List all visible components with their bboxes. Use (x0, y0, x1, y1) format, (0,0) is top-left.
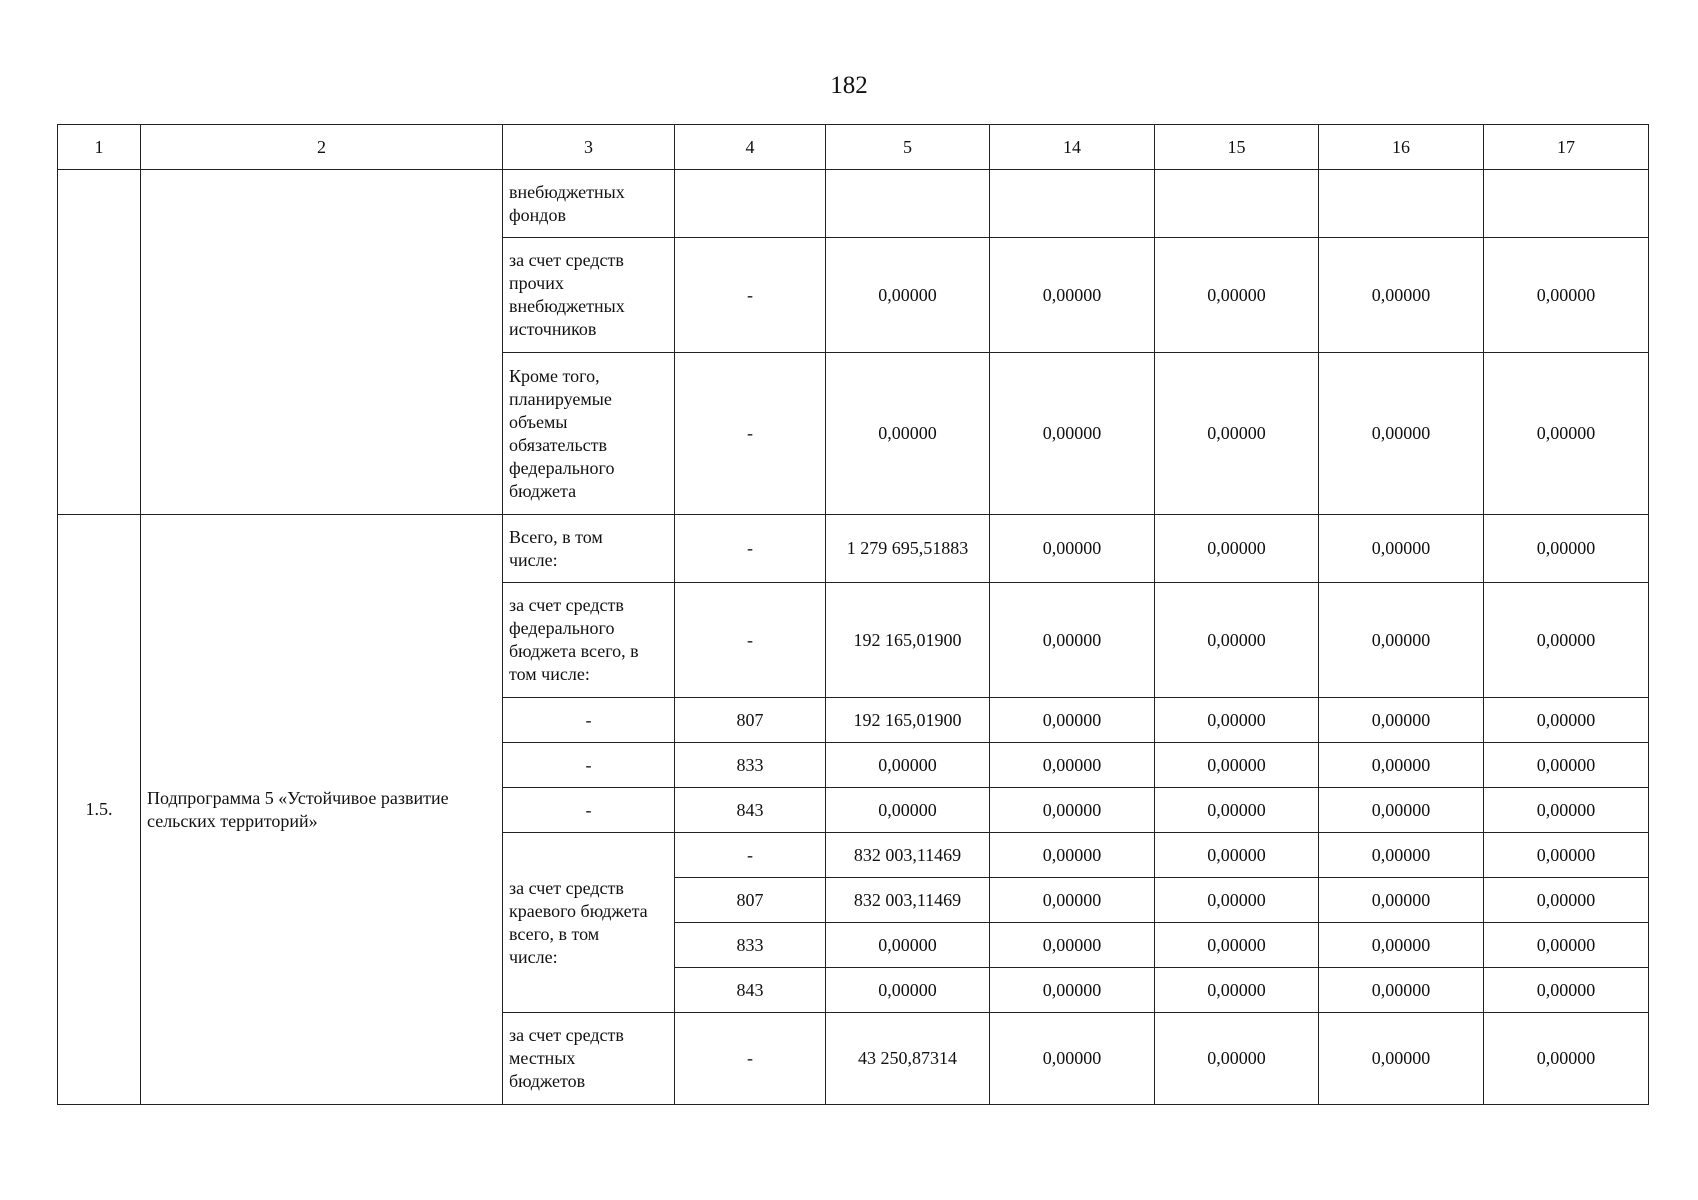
value-cell: 0,00000 (1484, 923, 1649, 968)
table-row (58, 170, 1649, 238)
value-cell: 0,00000 (990, 878, 1155, 923)
value-cell: 0,00000 (1155, 788, 1319, 833)
table-row (58, 515, 1649, 583)
value-cell: 0,00000 (1484, 515, 1649, 583)
budget-table (57, 124, 1649, 1105)
value-cell: 0,00000 (1319, 878, 1484, 923)
header-cell: 4 (675, 125, 826, 170)
value-cell: 0,00000 (1319, 788, 1484, 833)
value-cell: 0,00000 (1319, 833, 1484, 878)
value-cell: 192 165,01900 (826, 698, 990, 743)
source-cell: - (503, 743, 675, 788)
value-cell: 0,00000 (1155, 238, 1319, 353)
value-cell: 0,00000 (1155, 353, 1319, 515)
value-cell: 0,00000 (1319, 583, 1484, 698)
subprogram-name: Подпрограмма 5 «Устойчивое развитие сельских территорий» (141, 515, 503, 1105)
source-cell: за счет средств местных бюджетов (503, 1013, 675, 1105)
value-cell: 0,00000 (826, 788, 990, 833)
value-cell: 0,00000 (990, 583, 1155, 698)
value-cell: 0,00000 (1484, 1013, 1649, 1105)
name-cell-empty (141, 170, 503, 515)
code-cell: - (675, 238, 826, 353)
value-cell: 43 250,87314 (826, 1013, 990, 1105)
value-cell: 0,00000 (1484, 698, 1649, 743)
value-cell: 0,00000 (990, 968, 1155, 1013)
value-cell: 1 279 695,51883 (826, 515, 990, 583)
item-number: 1.5. (58, 515, 141, 1105)
code-cell: 833 (675, 923, 826, 968)
value-cell (1484, 170, 1649, 238)
value-cell: 0,00000 (826, 743, 990, 788)
value-cell: 0,00000 (1484, 833, 1649, 878)
value-cell: 0,00000 (1319, 743, 1484, 788)
value-cell: 0,00000 (826, 238, 990, 353)
header-cell: 17 (1484, 125, 1649, 170)
source-cell: - (503, 698, 675, 743)
value-cell: 0,00000 (1484, 743, 1649, 788)
value-cell: 0,00000 (990, 698, 1155, 743)
value-cell: 0,00000 (1155, 743, 1319, 788)
header-cell: 3 (503, 125, 675, 170)
value-cell: 0,00000 (1155, 515, 1319, 583)
value-cell: 0,00000 (1484, 583, 1649, 698)
value-cell: 0,00000 (990, 353, 1155, 515)
value-cell: 832 003,11469 (826, 878, 990, 923)
code-cell: - (675, 583, 826, 698)
code-cell: 807 (675, 878, 826, 923)
source-cell: за счет средств прочих внебюджетных источников (503, 238, 675, 353)
header-cell: 1 (58, 125, 141, 170)
value-cell: 0,00000 (826, 968, 990, 1013)
value-cell: 0,00000 (990, 743, 1155, 788)
value-cell: 0,00000 (1484, 788, 1649, 833)
number-cell-empty (58, 170, 141, 515)
value-cell: 0,00000 (990, 238, 1155, 353)
page-number: 182 (830, 72, 868, 99)
value-cell: 0,00000 (1155, 878, 1319, 923)
value-cell: 0,00000 (990, 788, 1155, 833)
value-cell: 0,00000 (826, 353, 990, 515)
code-cell: 833 (675, 743, 826, 788)
code-cell: 843 (675, 788, 826, 833)
value-cell (1319, 170, 1484, 238)
value-cell: 0,00000 (1155, 698, 1319, 743)
source-cell: Кроме того, планируемые объемы обязательств федерального бюджета (503, 353, 675, 515)
value-cell: 0,00000 (1319, 1013, 1484, 1105)
value-cell: 0,00000 (1319, 923, 1484, 968)
value-cell: 0,00000 (1319, 968, 1484, 1013)
source-cell: за счет средств краевого бюджета всего, в том числе: (503, 833, 675, 1013)
code-cell: 807 (675, 698, 826, 743)
value-cell: 0,00000 (1155, 583, 1319, 698)
code-cell: - (675, 515, 826, 583)
value-cell: 0,00000 (1484, 968, 1649, 1013)
value-cell: 0,00000 (1319, 238, 1484, 353)
header-cell: 15 (1155, 125, 1319, 170)
value-cell: 0,00000 (1155, 968, 1319, 1013)
value-cell (1155, 170, 1319, 238)
value-cell: 0,00000 (990, 515, 1155, 583)
header-cell: 5 (826, 125, 990, 170)
value-cell (990, 170, 1155, 238)
header-cell: 16 (1319, 125, 1484, 170)
code-cell: - (675, 1013, 826, 1105)
value-cell: 0,00000 (1484, 238, 1649, 353)
code-cell (675, 170, 826, 238)
code-cell: - (675, 353, 826, 515)
source-cell: - (503, 788, 675, 833)
code-cell: - (675, 833, 826, 878)
value-cell: 0,00000 (1484, 353, 1649, 515)
value-cell: 0,00000 (1319, 515, 1484, 583)
table-header-row (58, 125, 1649, 170)
value-cell: 0,00000 (1155, 833, 1319, 878)
value-cell: 0,00000 (1319, 353, 1484, 515)
value-cell: 192 165,01900 (826, 583, 990, 698)
source-cell: Всего, в том числе: (503, 515, 675, 583)
value-cell: 0,00000 (1319, 698, 1484, 743)
value-cell (826, 170, 990, 238)
code-cell: 843 (675, 968, 826, 1013)
value-cell: 0,00000 (1484, 878, 1649, 923)
header-cell: 2 (141, 125, 503, 170)
source-cell: внебюджетных фондов (503, 170, 675, 238)
value-cell: 0,00000 (990, 923, 1155, 968)
value-cell: 0,00000 (990, 1013, 1155, 1105)
value-cell: 0,00000 (1155, 923, 1319, 968)
value-cell: 0,00000 (1155, 1013, 1319, 1105)
header-cell: 14 (990, 125, 1155, 170)
source-cell: за счет средств федерального бюджета всего, в том числе: (503, 583, 675, 698)
value-cell: 832 003,11469 (826, 833, 990, 878)
value-cell: 0,00000 (826, 923, 990, 968)
value-cell: 0,00000 (990, 833, 1155, 878)
